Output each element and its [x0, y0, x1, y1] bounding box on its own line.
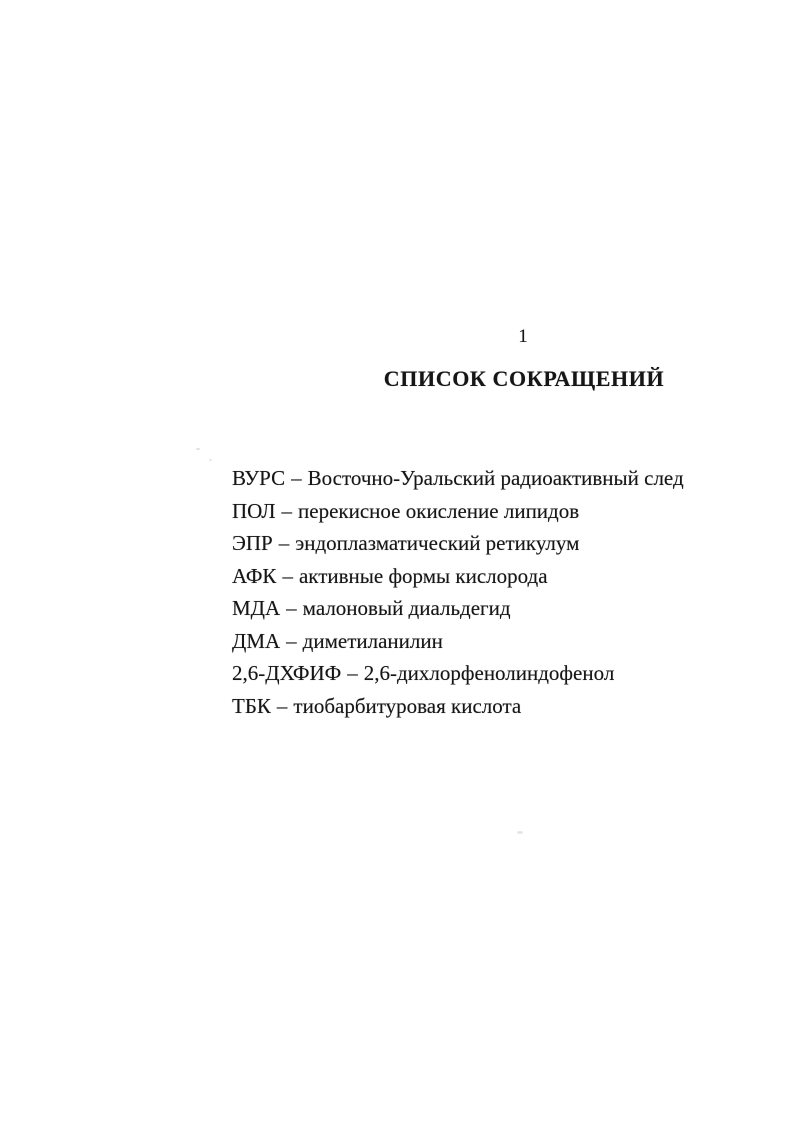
abbreviation-term: ТБК — [232, 693, 271, 718]
abbreviation-term: ДМА — [232, 628, 281, 653]
abbreviation-term: ЭПР — [232, 531, 273, 555]
scan-speck — [517, 831, 523, 834]
dash-separator: – — [291, 466, 302, 490]
list-item — [232, 657, 684, 690]
abbreviation-term: 2,6-ДХФИФ — [232, 661, 342, 685]
dash-separator: – — [281, 498, 293, 523]
abbreviation-list — [232, 462, 684, 722]
dash-separator: – — [276, 693, 288, 718]
list-item — [232, 495, 684, 528]
list-item — [232, 462, 684, 495]
abbreviation-definition: малоновый диальдегид — [302, 596, 511, 620]
abbreviation-definition: активные формы кислорода — [298, 563, 548, 588]
scan-speck — [209, 459, 212, 461]
abbreviation-definition: диметиланилин — [302, 628, 443, 653]
abbreviation-definition: эндоплазматический ретикулум — [295, 531, 580, 555]
abbreviation-term: МДА — [232, 596, 281, 620]
list-item — [232, 592, 684, 625]
abbreviation-definition: тиобарбитуровая кислота — [293, 693, 522, 718]
list-item — [232, 560, 684, 593]
abbreviation-term: ВУРС — [232, 466, 286, 490]
scan-speck — [196, 448, 200, 450]
dash-separator: – — [286, 628, 297, 653]
page-title: СПИСОК СОКРАЩЕНИЙ — [383, 366, 665, 391]
abbreviation-term: АФК — [232, 563, 277, 588]
page-number: 1 — [518, 326, 528, 347]
dash-separator: – — [347, 661, 358, 685]
dash-separator: – — [278, 531, 290, 555]
list-item — [232, 690, 684, 723]
dash-separator: – — [282, 563, 293, 588]
abbreviation-term: ПОЛ — [232, 498, 276, 523]
abbreviation-definition: 2,6-дихлорфенолиндофенол — [363, 661, 615, 685]
list-item — [232, 625, 684, 658]
dash-separator: – — [286, 596, 297, 620]
abbreviation-definition: Восточно-Уральский радиоактивный след — [307, 466, 684, 490]
abbreviation-definition: перекисное окисление липидов — [298, 498, 580, 523]
list-item — [232, 527, 684, 560]
